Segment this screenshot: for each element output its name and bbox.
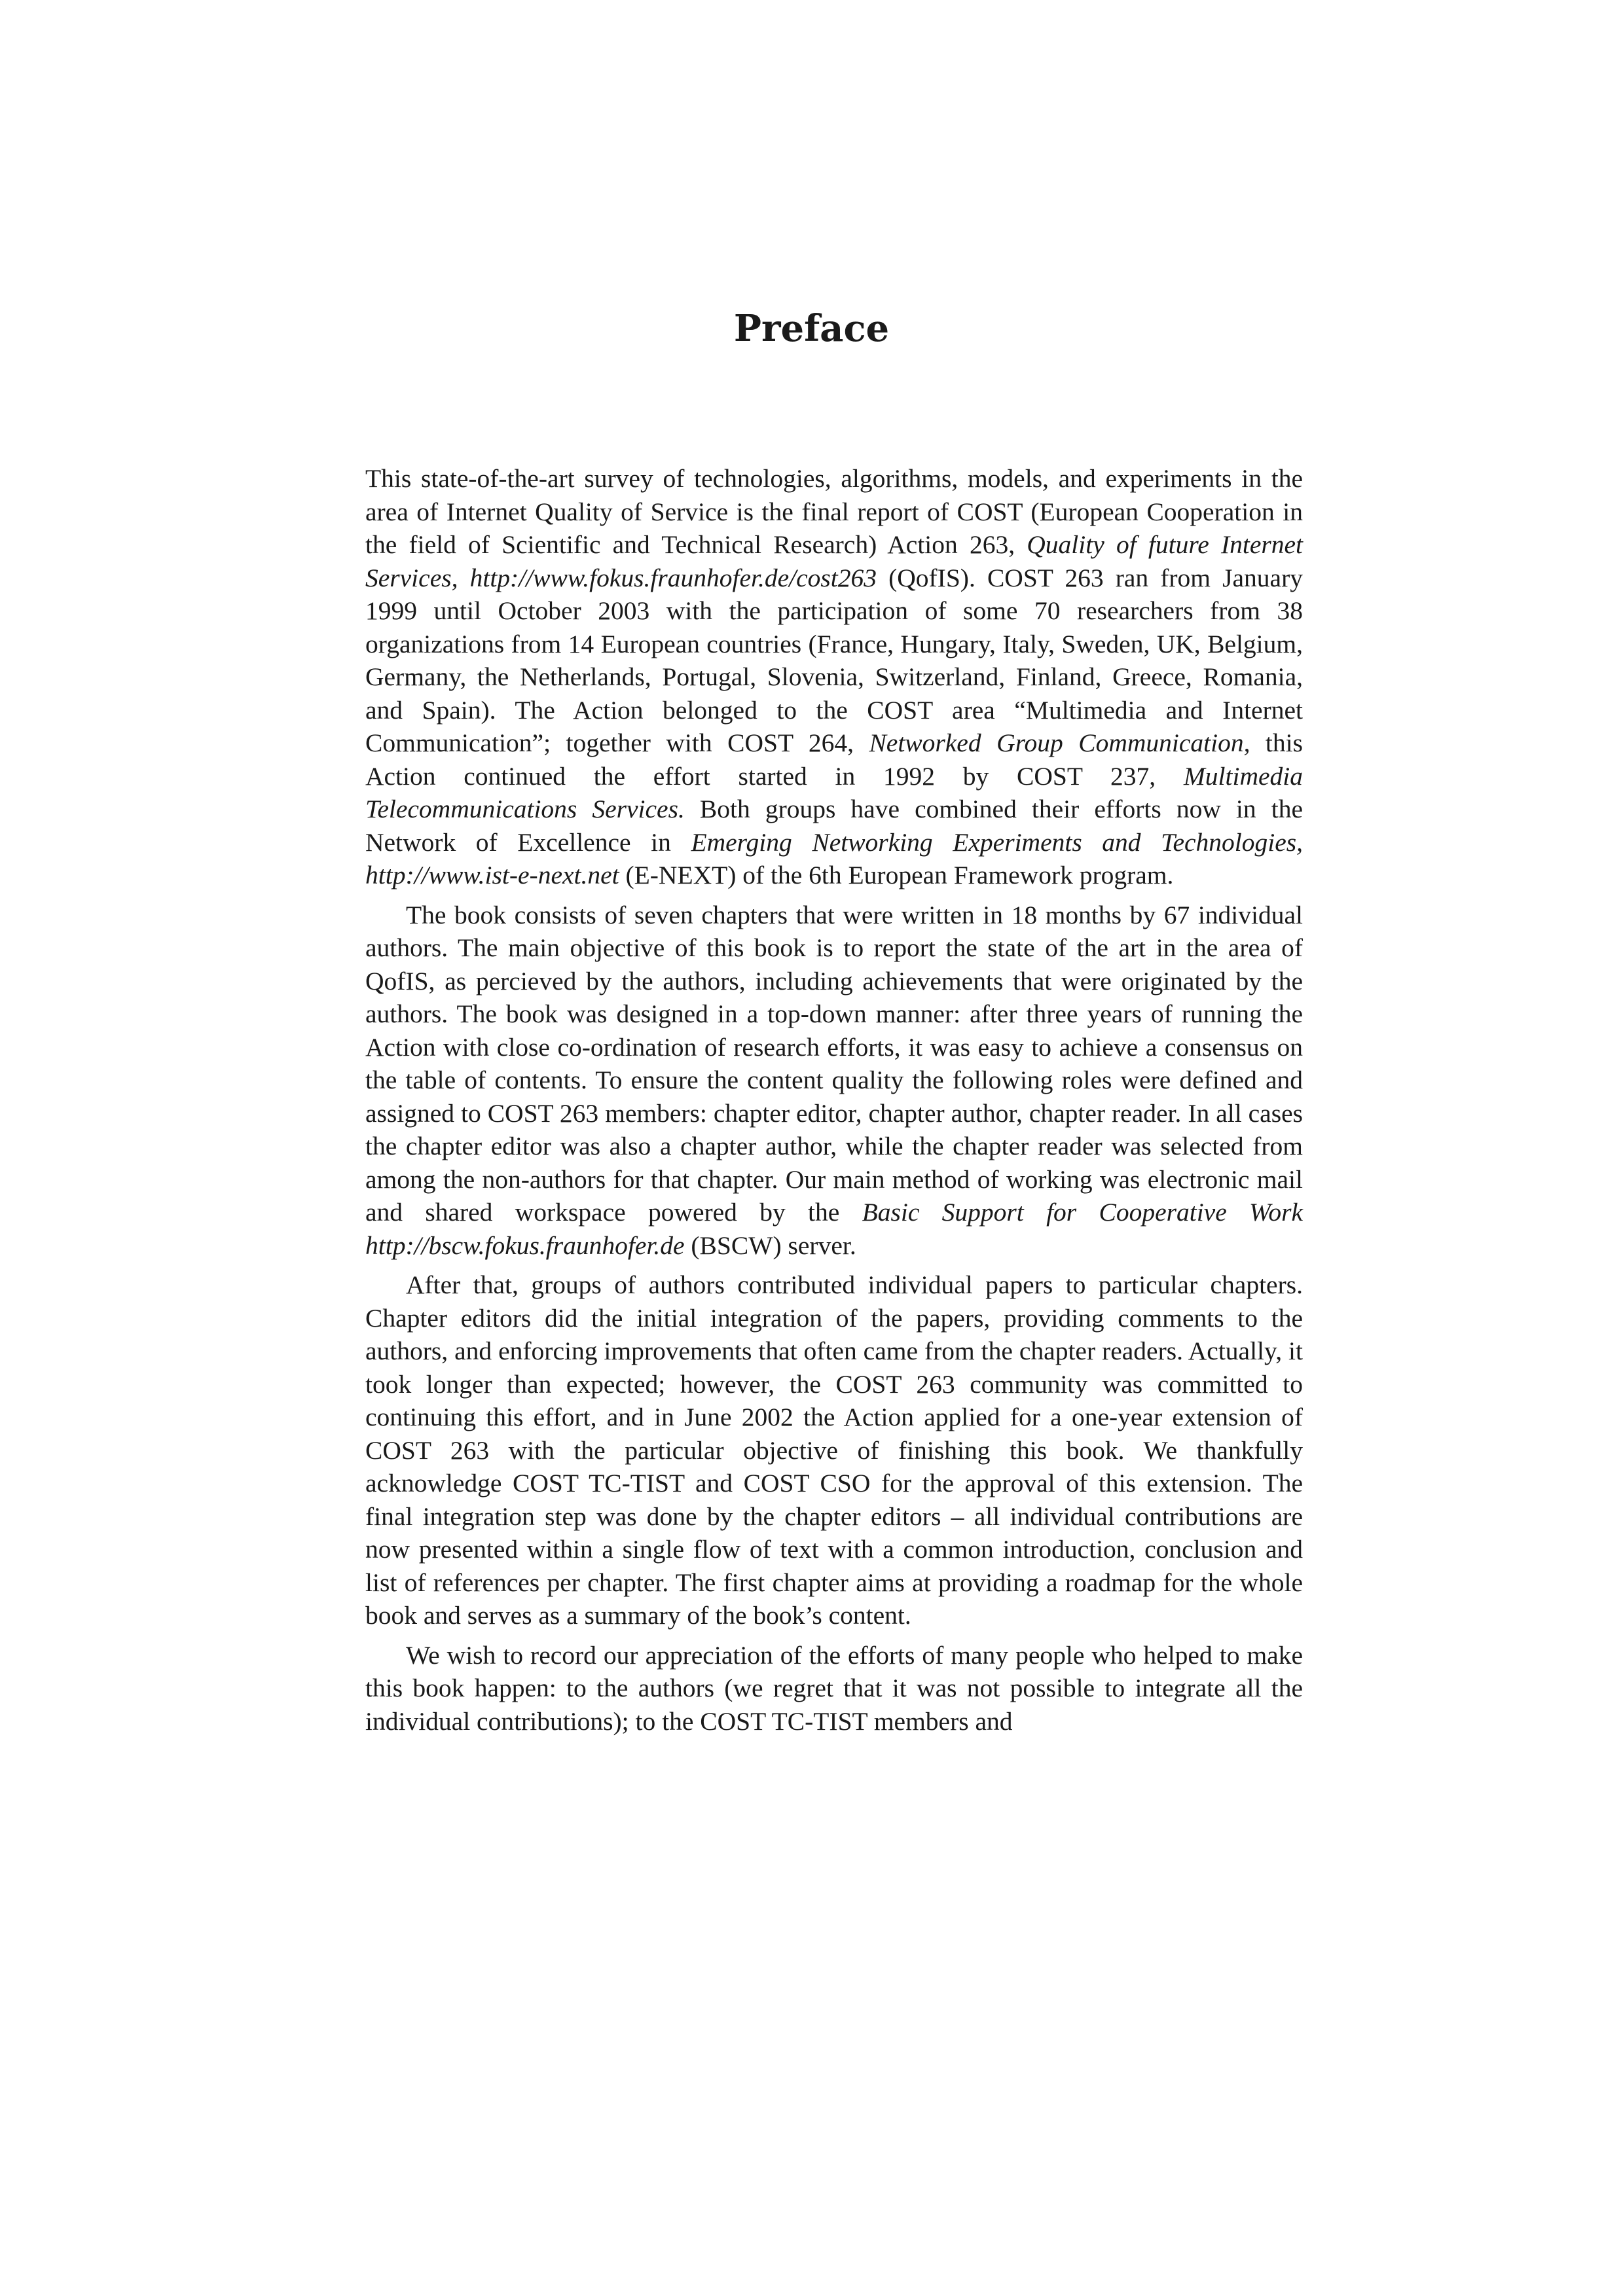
italic-run: Networked Group Communication, (869, 728, 1250, 757)
italic-run: Quality of future Internet Services, http://www.fokus.fraunhofer.de/cost263 (365, 530, 1303, 592)
italic-run: Multimedia Telecommunications Services. (365, 761, 1303, 823)
paragraph-2 (365, 899, 1303, 1263)
text-run: After that, groups of authors contributed individual papers to particular chapters. Chapter editors did the initial integration of the papers, providing comments to the authors, and enforcing improvements that often came from the chapter readers. Actually, it took longer than expected; however, the COST 263 community was committed to continuing this effort, and in June 2002 the Action applied for a one-year extension of COST 263 with the particular objective of finishing this book. We thankfully acknowledge COST TC-TIST and COST CSO for the approval of this extension. The final integration step was done by the chapter editors – all individual contributions are now presented within a single flow of text with a common introduction, conclusion and list of references per chapter. The first chapter aims at providing a roadmap for the whole book and serves as a summary of the book’s content. (365, 1270, 1303, 1630)
paragraph-4 (365, 1639, 1303, 1738)
page-title: Preface (733, 307, 890, 350)
text-run: (E-NEXT) of the 6th European Framework program. (619, 861, 1174, 889)
italic-run: Emerging Networking Experiments and Technologies, http://www.ist-e-next.net (365, 827, 1304, 889)
text-run: (BSCW) server. (684, 1230, 856, 1260)
text-run: We wish to record our appreciation of the efforts of many people who helped to make this book happen: to the authors (we regret that it was not possible to integrate all the individual contributions); to the COST TC-TIST members and (365, 1640, 1303, 1736)
paragraph-1 (365, 462, 1303, 892)
preface-body (365, 462, 1303, 1744)
paragraph-3 (365, 1268, 1303, 1632)
text-run: Both groups have combined their efforts now in the Network of Excellence in (365, 795, 1303, 857)
text-run: this Action continued the effort started in 1992 by COST 237, (365, 728, 1304, 791)
text-run: This state-of-the-art survey of technologies, algorithms, models, and experiments in the area of Internet Quality of Service is the final report of COST (European Cooperation in the field of Scientific and Technical Research) Action 263, (365, 464, 1303, 559)
italic-run: Basic Support for Cooperative Work http://bscw.fokus.fraunhofer.de (365, 1198, 1303, 1260)
text-run: (QofIS). COST 263 ran from January 1999 until October 2003 with the participation of some 70 researchers from 38 organizations from 14 European countries (France, Hungary, Italy, Sweden, UK, Belgium, Germany, the Netherlands, Portugal, Slovenia, Switzerland, Finland, Greece, Romania, and Spain). The Action belonged to the COST area “Multimedia and Internet Communication”; together with COST 264, (365, 563, 1303, 757)
text-run: The book consists of seven chapters that were written in 18 months by 67 individual authors. The main objective of this book is to report the state of the art in the area of QofIS, as percieved by the authors, including achievements that were originated by the authors. The book was designed in a top-down manner: after three years of running the Action with close co-ordination of research efforts, it was easy to achieve a consensus on the table of contents. To ensure the content quality the following roles were defined and assigned to COST 263 members: chapter editor, chapter author, chapter reader. In all cases the chapter editor was also a chapter author, while the chapter reader was selected from among the non-authors for that chapter. Our main method of working was electronic mail and shared workspace powered by the (365, 900, 1303, 1227)
